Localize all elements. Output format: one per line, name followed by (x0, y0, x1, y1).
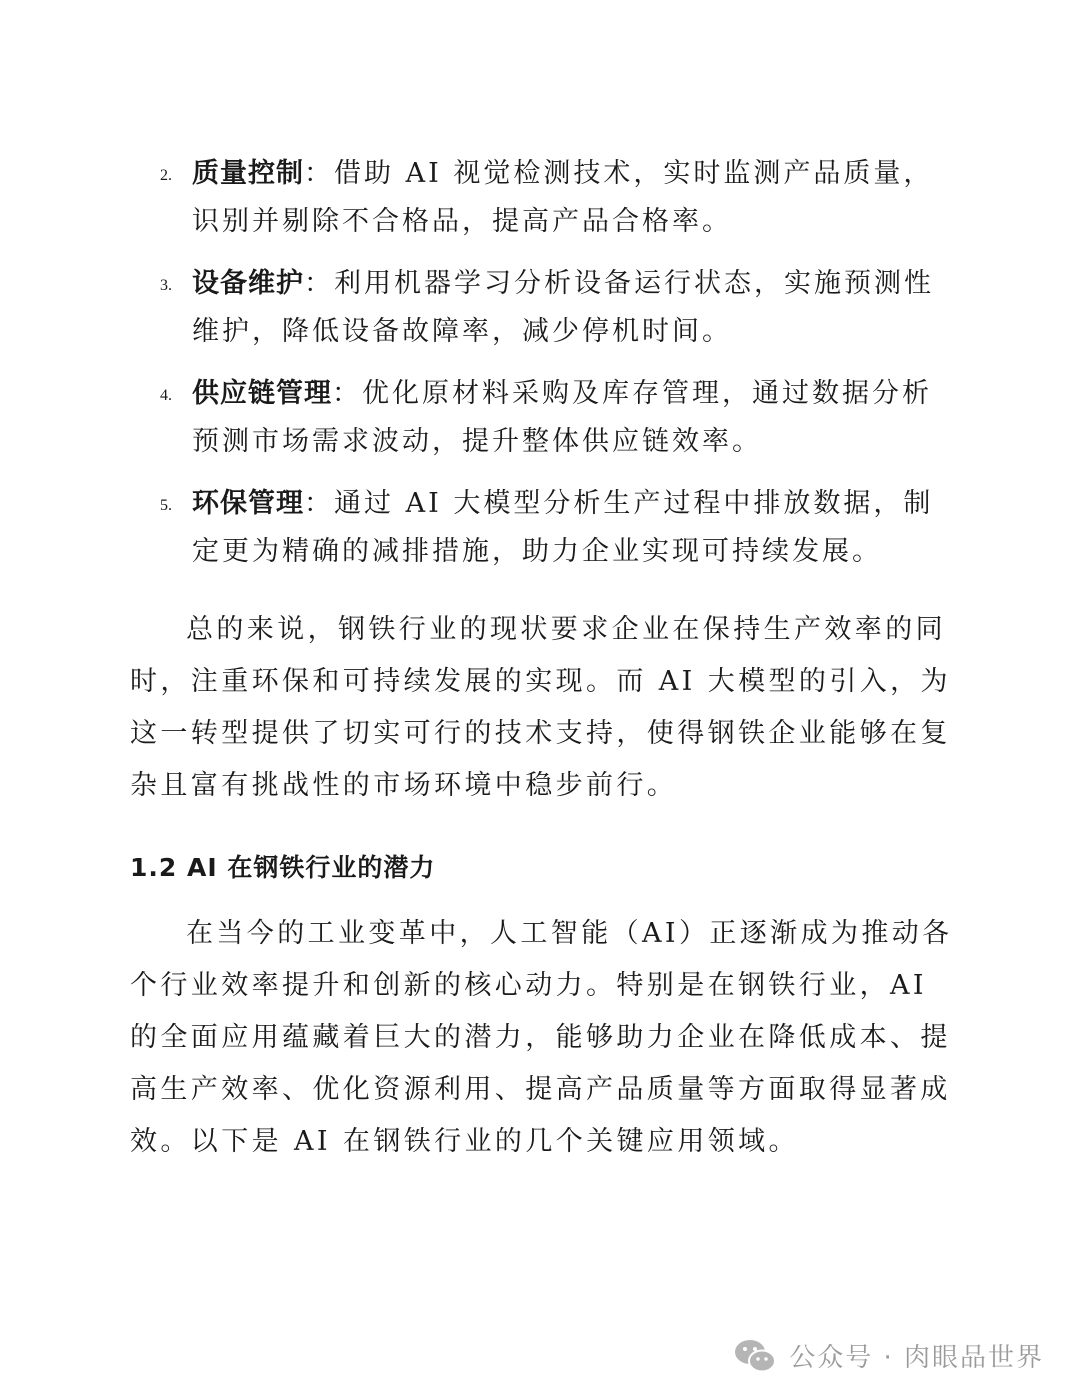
list-item (130, 260, 960, 356)
list-item (130, 370, 960, 466)
list-number: 3. (160, 277, 172, 294)
list-item (130, 150, 960, 246)
list-text: 优化原材料采购及库存管理，通过数据分析预测市场需求波动，提升整体供应链效率。 (192, 378, 932, 457)
list-separator: ： (304, 268, 334, 299)
intro-paragraph: 在当今的工业变革中，人工智能（AI）正逐渐成为推动各个行业效率提升和创新的核心动力。特别是在钢铁行业，AI 的全面应用蕴藏着巨大的潜力，能够助力企业在降低成本、提高生产效率、优化资源利用、提高产品质量等方面取得显著成效。以下是 AI 在钢铁行业的几个关键应用领域。 (130, 918, 953, 1157)
list-number: 4. (160, 387, 172, 404)
list-separator: ： (304, 158, 334, 189)
list-item (130, 480, 960, 576)
list-number: 2. (160, 167, 172, 184)
list-number: 5. (160, 497, 172, 514)
watermark-text: 公众号 · 肉眼品世界 (789, 1343, 1044, 1373)
list-term: 环保管理 (192, 488, 304, 519)
wechat-icon (733, 1338, 777, 1374)
application-list (130, 150, 960, 590)
watermark (733, 1337, 1044, 1374)
summary-paragraph: 总的来说，钢铁行业的现状要求企业在保持生产效率的同时，注重环保和可持续发展的实现。而 AI 大模型的引入，为这一转型提供了切实可行的技术支持，使得钢铁企业能够在复杂且富有挑战性的市场环境中稳步前行。 (130, 614, 951, 801)
list-separator: ： (304, 488, 334, 519)
list-term: 供应链管理 (192, 378, 332, 409)
list-text: 通过 AI 大模型分析生产过程中排放数据，制定更为精确的减排措施，助力企业实现可持续发展。 (192, 488, 934, 567)
list-text: 利用机器学习分析设备运行状态，实施预测性维护，降低设备故障率，减少停机时间。 (192, 268, 934, 347)
list-text: 借助 AI 视觉检测技术，实时监测产品质量，识别并剔除不合格品，提高产品合格率。 (192, 158, 934, 237)
list-separator: ： (332, 378, 362, 409)
list-term: 质量控制 (192, 158, 304, 189)
section-heading: 1.2 AI 在钢铁行业的潜力 (130, 853, 436, 882)
list-term: 设备维护 (192, 268, 304, 299)
